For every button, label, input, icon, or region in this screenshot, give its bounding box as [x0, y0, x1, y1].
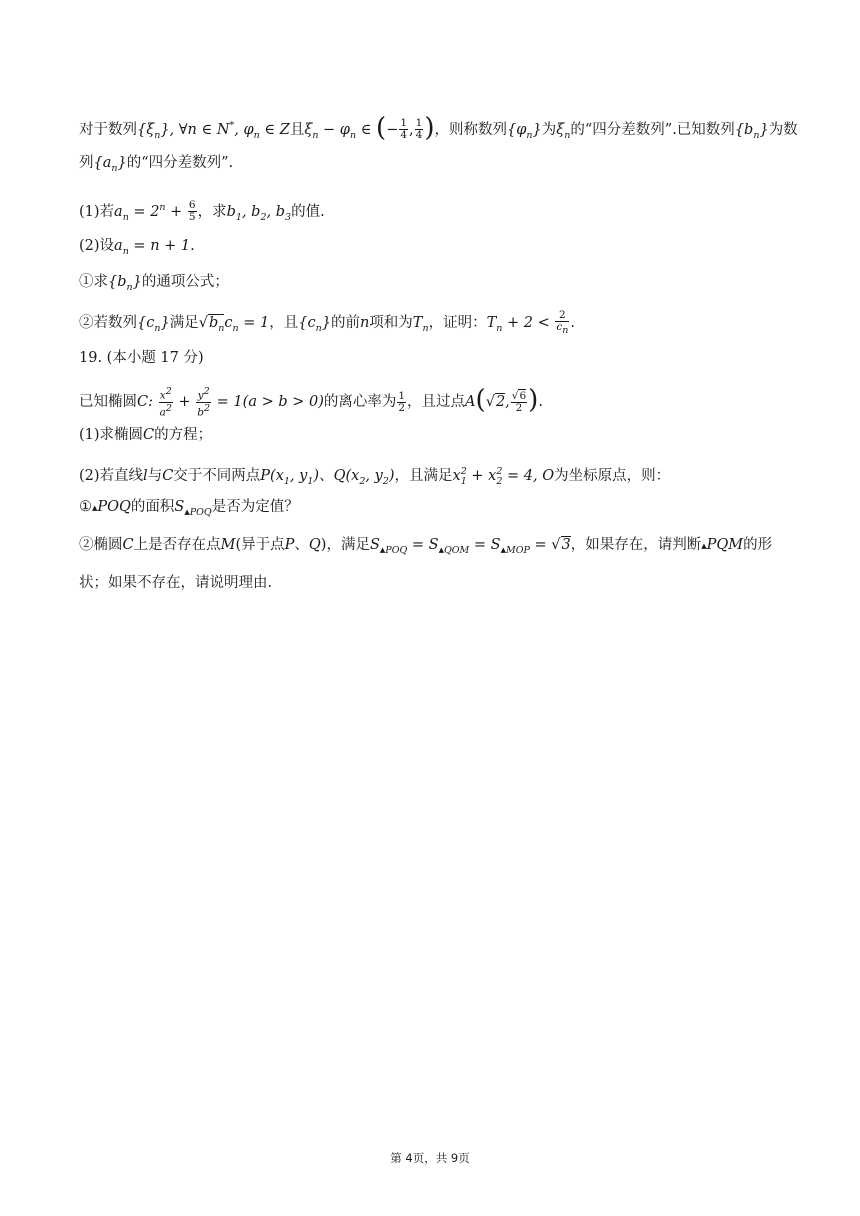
question-label: (2)设 — [79, 238, 115, 254]
problem19-question2-part2: ②椭圆C上是否存在点M(异于点P、Q)，满足$S_{▲POQ} = S_{▲QOM} = S_{▲MOP} = √3$，如果存在，请判断▲PQM的形 — [79, 537, 773, 556]
text: 的方程； — [154, 427, 213, 443]
text: 状；如果不存在，请说明理由. — [79, 575, 273, 591]
text: 的形 — [743, 537, 773, 553]
fraction: $\frac{1}{2}$ — [398, 389, 406, 414]
text: 、 — [319, 467, 334, 484]
problem19-question1: (1)求椭圆C的方程； — [79, 427, 213, 443]
text: 交于不同两点 — [173, 467, 261, 484]
problem18-question2-part2: ②若数列$\{c_n\}$满足$√b_nc_n = 1$，且$\{c_n\}$的前n项和为$T_n$，证明：$T_n + 2$ < $\frac{2}{c_n}$ . — [79, 309, 575, 337]
text: 为数 — [768, 121, 798, 138]
text: 列 — [79, 155, 94, 171]
text: 的值. — [291, 203, 325, 220]
fraction: $\frac{y^2}{b^2}$ — [197, 386, 211, 418]
fraction: $\frac{1}{4}$ — [415, 117, 423, 142]
text: 上是否存在点 — [133, 537, 221, 553]
text: 是否为定值？ — [211, 499, 299, 515]
question-label: (1)若 — [79, 203, 115, 220]
fraction: $\frac{2}{c_n}$ — [556, 309, 569, 337]
fraction: $\frac{6}{5}$ — [188, 199, 196, 224]
text: ，如果存在，请判断 — [570, 537, 702, 553]
text: ，且过点 — [407, 394, 466, 410]
text: ，证明： — [428, 315, 487, 332]
question-label: (1)求椭圆 — [79, 427, 144, 443]
text: 的通项公式； — [141, 274, 229, 290]
question-label: ① — [79, 499, 92, 515]
text: . — [190, 238, 195, 254]
question-label: (2)若直线 — [79, 467, 144, 484]
problem19-question2-part1: ①▲POQ的面积$S_{▲POQ}$是否为定值？ — [79, 499, 299, 518]
text: 已知椭圆 — [79, 394, 137, 410]
text: 的面积 — [130, 499, 175, 515]
page-footer: 第 4页，共 9页 — [390, 1151, 470, 1165]
text: 的“四分差数列”. — [126, 155, 234, 171]
problem-heading: 19. (本小题 17 分) — [79, 350, 204, 366]
problem18-definition-line1: 对于数列$\{\xi_n\}$, ∀n ∈ N*, $\varphi_n$ ∈ Z且$\xi_n - \varphi_n$ ∈ (− $\frac{1}{4}$ , $\frac{1}{4}$ )，则称数列$\{\varphi_n\}$为$\xi_n$的“四分差数列”.已知数列$\{b_n\}$为数 — [79, 112, 798, 143]
text: 为坐标原点，则： — [554, 467, 671, 484]
question-label: ②若数列 — [79, 315, 137, 332]
problem18-question1: (1)若$a_n = 2^n$ + $\frac{6}{5}$ ，求$b_1$, $b_2$, $b_3$的值. — [79, 199, 325, 224]
text: 、 — [294, 537, 309, 553]
text: )，满足 — [320, 537, 370, 553]
problem19-question2-part2-continued — [79, 573, 272, 593]
text: ，且 — [269, 315, 299, 332]
text: (异于点 — [235, 537, 285, 553]
fraction: $\frac{√6}{2}$ — [511, 389, 527, 414]
problem18-definition-line2: 列$\{a_n\}$的“四分差数列”. — [79, 155, 234, 174]
text: 对于数列 — [79, 121, 137, 138]
fraction: $\frac{x^2}{a^2}$ — [159, 386, 172, 418]
text: 满足 — [169, 315, 199, 332]
text: ，则称数列 — [434, 121, 507, 138]
problem19-question2: (2)若直线l与C交于不同两点$P(x_1$, $y_1$)、$Q(x_2$, $y_2$)，且满足$x_1^2 + x_2^2 = 4$, O为坐标原点，则： — [79, 466, 671, 487]
text: 的“四分差数列”.已知数列 — [570, 121, 735, 138]
problem19-stem: 已知椭圆C: $\frac{x^2}{a^2}$ + $\frac{y^2}{b^2}$ = 1(a > b > 0)的离心率为 $\frac{1}{2}$ ，且过点A(√2, $\frac{√6}{2}$ ). — [79, 385, 543, 418]
question-label: ①求 — [79, 274, 108, 290]
text: 与 — [147, 467, 163, 484]
text: 的前 — [330, 315, 360, 332]
question-label: ②椭圆 — [79, 537, 123, 553]
problem18-question2: (2)设$a_n = n + 1$. — [79, 238, 195, 257]
text: 的离心率为 — [323, 394, 397, 410]
fraction: $\frac{1}{4}$ — [400, 117, 408, 142]
problem18-question2-part1: ①求$\{b_n\}$的通项公式； — [79, 274, 229, 293]
text: 为 — [541, 121, 557, 138]
text: 项和为 — [369, 315, 413, 332]
text: ，求 — [197, 203, 227, 220]
problem19-header — [79, 348, 204, 368]
text: ，且满足 — [394, 467, 453, 484]
